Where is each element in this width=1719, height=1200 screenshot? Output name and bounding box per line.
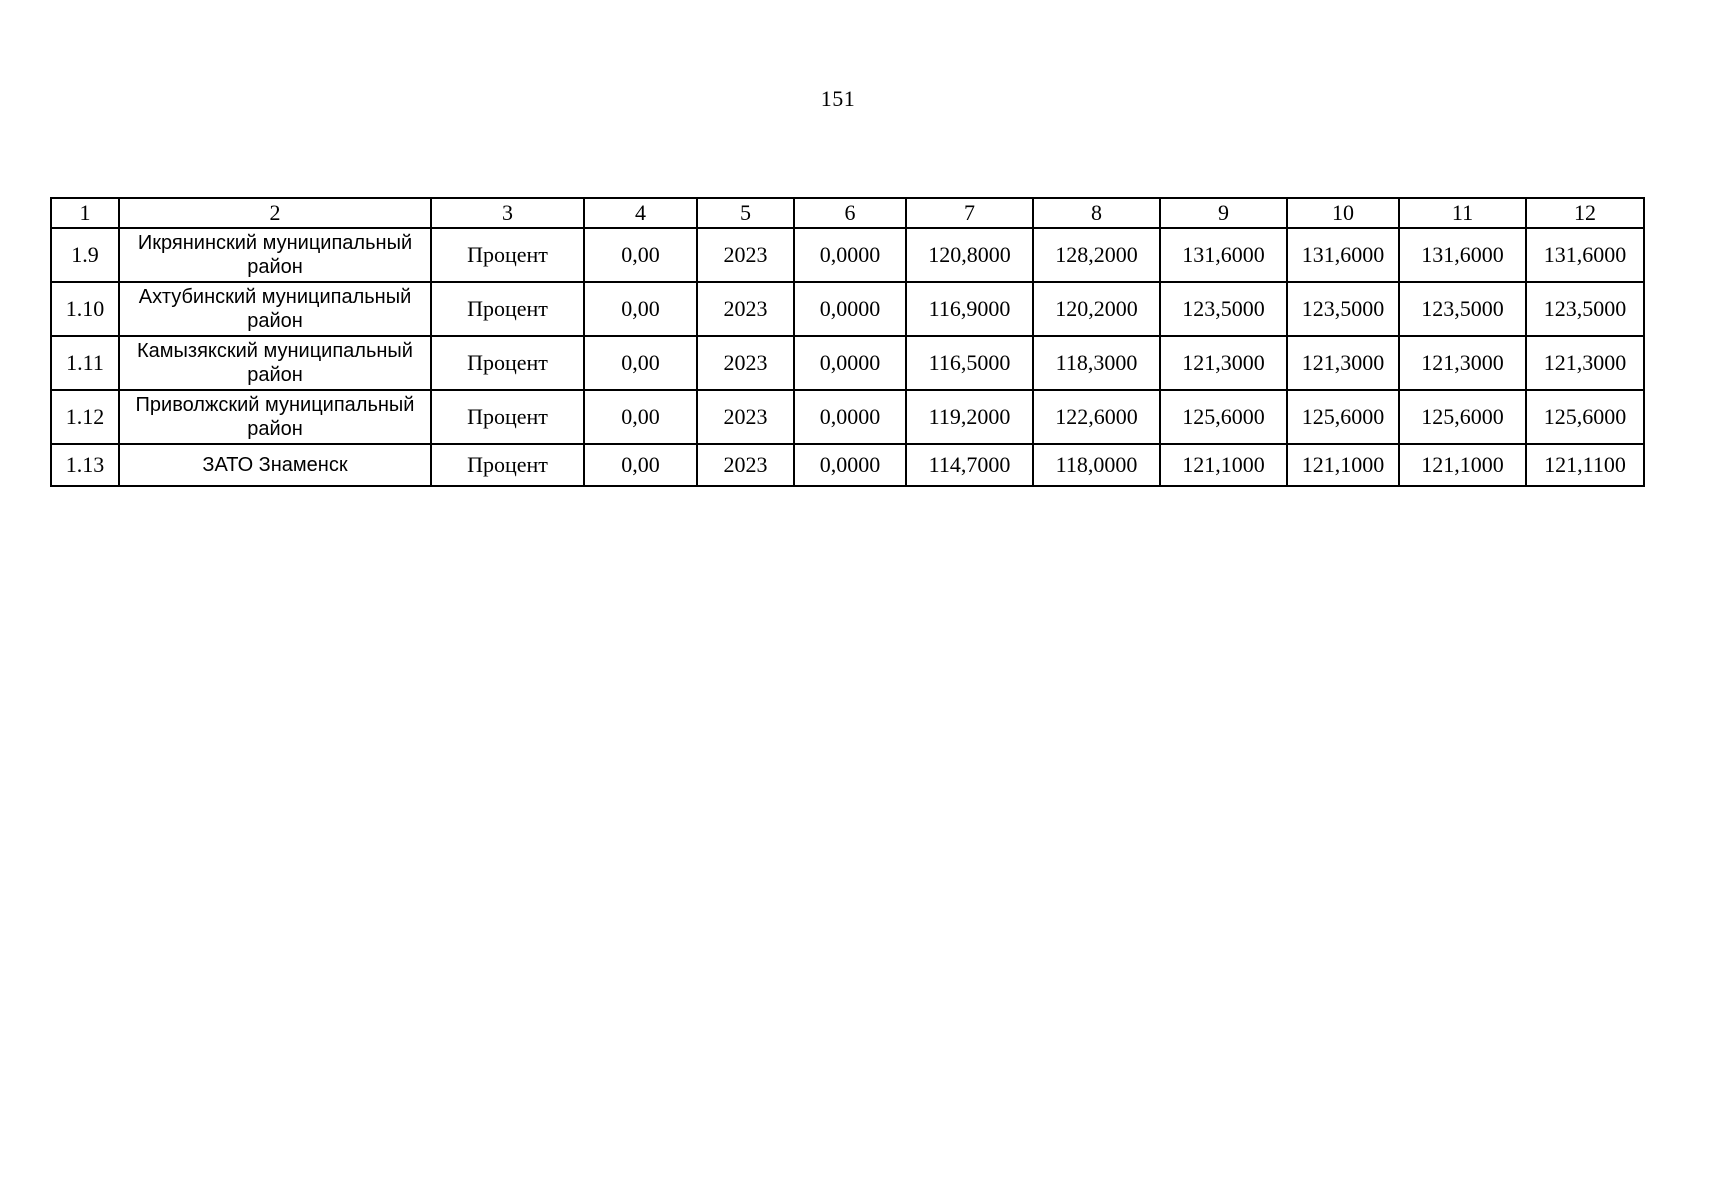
value-cell: 0,00 [584,282,697,336]
column-header: 12 [1526,198,1644,228]
table-row [51,282,1644,336]
value-cell: 131,6000 [1526,228,1644,282]
column-header: 8 [1033,198,1160,228]
value-cell: 0,00 [584,444,697,486]
data-table [50,197,1645,487]
value-cell: 118,0000 [1033,444,1160,486]
value-cell: 0,00 [584,336,697,390]
value-cell: 125,6000 [1160,390,1287,444]
year-cell: 2023 [697,336,794,390]
value-cell: 121,3000 [1526,336,1644,390]
value-cell: 121,1100 [1526,444,1644,486]
value-cell: 0,0000 [794,336,906,390]
value-cell: 131,6000 [1160,228,1287,282]
row-id: 1.10 [51,282,119,336]
value-cell: 118,3000 [1033,336,1160,390]
value-cell: 116,5000 [906,336,1033,390]
region-name: Ахтубинский муниципальный район [119,282,431,336]
value-cell: 120,2000 [1033,282,1160,336]
value-cell: 0,00 [584,228,697,282]
column-header: 1 [51,198,119,228]
column-header: 10 [1287,198,1399,228]
year-cell: 2023 [697,390,794,444]
value-cell: 128,2000 [1033,228,1160,282]
value-cell: 121,3000 [1287,336,1399,390]
value-cell: 120,8000 [906,228,1033,282]
row-id: 1.13 [51,444,119,486]
year-cell: 2023 [697,444,794,486]
value-cell: 0,00 [584,390,697,444]
page-number: 151 [820,86,856,111]
column-header: 5 [697,198,794,228]
value-cell: 0,0000 [794,228,906,282]
value-cell: 0,0000 [794,390,906,444]
value-cell: 0,0000 [794,282,906,336]
table-header [51,198,1644,228]
unit-cell: Процент [431,228,584,282]
unit-cell: Процент [431,336,584,390]
value-cell: 123,5000 [1160,282,1287,336]
column-header: 11 [1399,198,1526,228]
value-cell: 125,6000 [1526,390,1644,444]
table-row [51,336,1644,390]
value-cell: 131,6000 [1287,228,1399,282]
table-body [51,228,1644,486]
header-row [51,198,1644,228]
column-header: 6 [794,198,906,228]
value-cell: 131,6000 [1399,228,1526,282]
value-cell: 119,2000 [906,390,1033,444]
value-cell: 123,5000 [1526,282,1644,336]
value-cell: 121,3000 [1160,336,1287,390]
column-header: 2 [119,198,431,228]
value-cell: 121,1000 [1160,444,1287,486]
year-cell: 2023 [697,282,794,336]
value-cell: 122,6000 [1033,390,1160,444]
unit-cell: Процент [431,282,584,336]
region-name: Икрянинский муниципальный район [119,228,431,282]
row-id: 1.11 [51,336,119,390]
value-cell: 116,9000 [906,282,1033,336]
column-header: 3 [431,198,584,228]
column-header: 9 [1160,198,1287,228]
table-row [51,444,1644,486]
region-name: ЗАТО Знаменск [119,444,431,486]
unit-cell: Процент [431,444,584,486]
value-cell: 125,6000 [1287,390,1399,444]
column-header: 7 [906,198,1033,228]
row-id: 1.9 [51,228,119,282]
value-cell: 123,5000 [1399,282,1526,336]
unit-cell: Процент [431,390,584,444]
value-cell: 125,6000 [1399,390,1526,444]
table-row [51,228,1644,282]
value-cell: 121,1000 [1399,444,1526,486]
value-cell: 123,5000 [1287,282,1399,336]
value-cell: 0,0000 [794,444,906,486]
row-id: 1.12 [51,390,119,444]
value-cell: 121,1000 [1287,444,1399,486]
value-cell: 114,7000 [906,444,1033,486]
table-row [51,390,1644,444]
region-name: Приволжский муниципальный район [119,390,431,444]
region-name: Камызякский муниципальный район [119,336,431,390]
value-cell: 121,3000 [1399,336,1526,390]
year-cell: 2023 [697,228,794,282]
column-header: 4 [584,198,697,228]
